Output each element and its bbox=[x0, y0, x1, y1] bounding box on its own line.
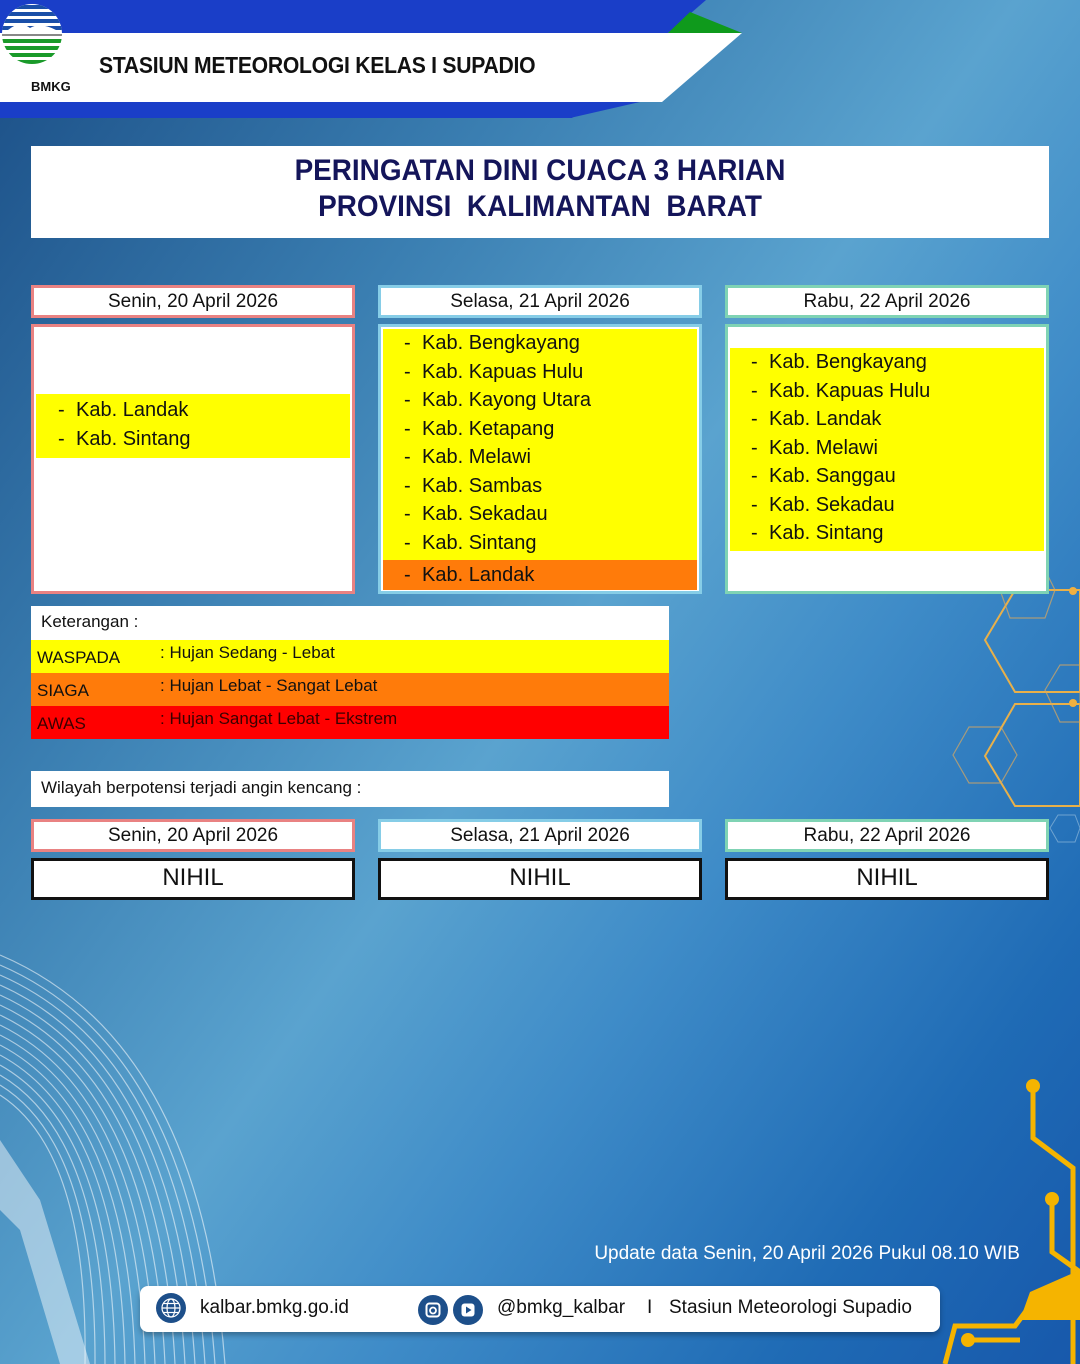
list-item: - Kab. Sambas bbox=[404, 474, 543, 497]
legend-desc: : Hujan Sangat Lebat - Ekstrem bbox=[160, 709, 398, 728]
legend-desc: : Hujan Lebat - Sangat Lebat bbox=[160, 676, 378, 695]
wind-day-header-rabu: Rabu, 22 April 2026 bbox=[725, 819, 1049, 852]
list-item: - Kab. Sintang bbox=[404, 531, 537, 554]
update-timestamp: Update data Senin, 20 April 2026 Pukul 08.10 WIB bbox=[594, 1243, 1020, 1264]
list-item: - Kab. Melawi bbox=[751, 436, 878, 459]
legend-row-waspada bbox=[31, 640, 669, 673]
header-banner bbox=[0, 0, 760, 130]
title-line-2: PROVINSI KALIMANTAN BARAT bbox=[318, 190, 762, 223]
wind-day-header-selasa: Selasa, 21 April 2026 bbox=[378, 819, 702, 852]
footer-station-name: Stasiun Meteorologi Supadio bbox=[669, 1297, 912, 1318]
title-line-1: PERINGATAN DINI CUACA 3 HARIAN bbox=[294, 154, 786, 187]
day-box-senin bbox=[31, 324, 355, 594]
instagram-icon[interactable] bbox=[418, 1295, 448, 1325]
day-header-rabu: Rabu, 22 April 2026 bbox=[725, 285, 1049, 318]
waspada-band bbox=[383, 329, 697, 560]
list-item: - Kab. Sintang bbox=[751, 522, 884, 544]
list-item: - Kab. Kayong Utara bbox=[404, 389, 591, 411]
bmkg-logo-icon bbox=[0, 0, 64, 80]
station-title: STASIUN METEOROLOGI KELAS I SUPADIO bbox=[99, 52, 536, 78]
youtube-icon[interactable] bbox=[453, 1295, 483, 1325]
list-item: - Kab. Sekadau bbox=[404, 503, 548, 525]
footer-separator: I bbox=[647, 1297, 653, 1318]
list-item: - Kab. Landak bbox=[751, 408, 882, 430]
legend-title: Keterangan : bbox=[41, 612, 139, 631]
footer-bar bbox=[140, 1286, 940, 1332]
legend-row-awas bbox=[31, 706, 669, 739]
logo-text: BMKG bbox=[31, 79, 71, 94]
list-item: - Kab. Ketapang bbox=[404, 417, 555, 440]
waspada-band bbox=[730, 348, 1044, 551]
list-item: - Kab. Sekadau bbox=[751, 493, 895, 516]
list-item: - Kab. Sanggau bbox=[751, 465, 896, 487]
wind-value-senin: NIHIL bbox=[31, 858, 355, 900]
list-item: - Kab. Melawi bbox=[404, 446, 531, 468]
legend-desc: : Hujan Sedang - Lebat bbox=[160, 643, 335, 662]
day-header-senin: Senin, 20 April 2026 bbox=[31, 285, 355, 318]
siaga-band bbox=[383, 560, 697, 590]
wind-value-selasa: NIHIL bbox=[378, 858, 702, 900]
wind-section-label: Wilayah berpotensi terjadi angin kencang : bbox=[31, 771, 669, 807]
list-item: - Kab. Landak bbox=[404, 564, 535, 586]
day-box-rabu bbox=[725, 324, 1049, 594]
list-item: - Kab. Bengkayang bbox=[404, 332, 580, 354]
list-item: - Kab. Kapuas Hulu bbox=[751, 379, 931, 402]
day-header-selasa: Selasa, 21 April 2026 bbox=[378, 285, 702, 318]
legend-level: WASPADA bbox=[37, 648, 121, 667]
list-item: - Kab. Landak bbox=[58, 399, 189, 421]
list-item: - Kab. Bengkayang bbox=[751, 351, 927, 373]
day-box-selasa bbox=[378, 324, 702, 594]
legend bbox=[31, 606, 669, 739]
page-title bbox=[31, 146, 1049, 238]
legend-level: SIAGA bbox=[37, 681, 89, 700]
website-link[interactable]: kalbar.bmkg.go.id bbox=[200, 1297, 349, 1318]
social-handle-link[interactable]: @bmkg_kalbar bbox=[497, 1297, 626, 1318]
waspada-band bbox=[36, 394, 350, 458]
wind-day-header-senin: Senin, 20 April 2026 bbox=[31, 819, 355, 852]
list-item: - Kab. Sintang bbox=[58, 427, 191, 450]
globe-icon bbox=[156, 1293, 186, 1323]
legend-level: AWAS bbox=[37, 714, 86, 733]
legend-row-siaga bbox=[31, 673, 669, 706]
list-item: - Kab. Kapuas Hulu bbox=[404, 360, 584, 383]
wind-value-rabu: NIHIL bbox=[725, 858, 1049, 900]
